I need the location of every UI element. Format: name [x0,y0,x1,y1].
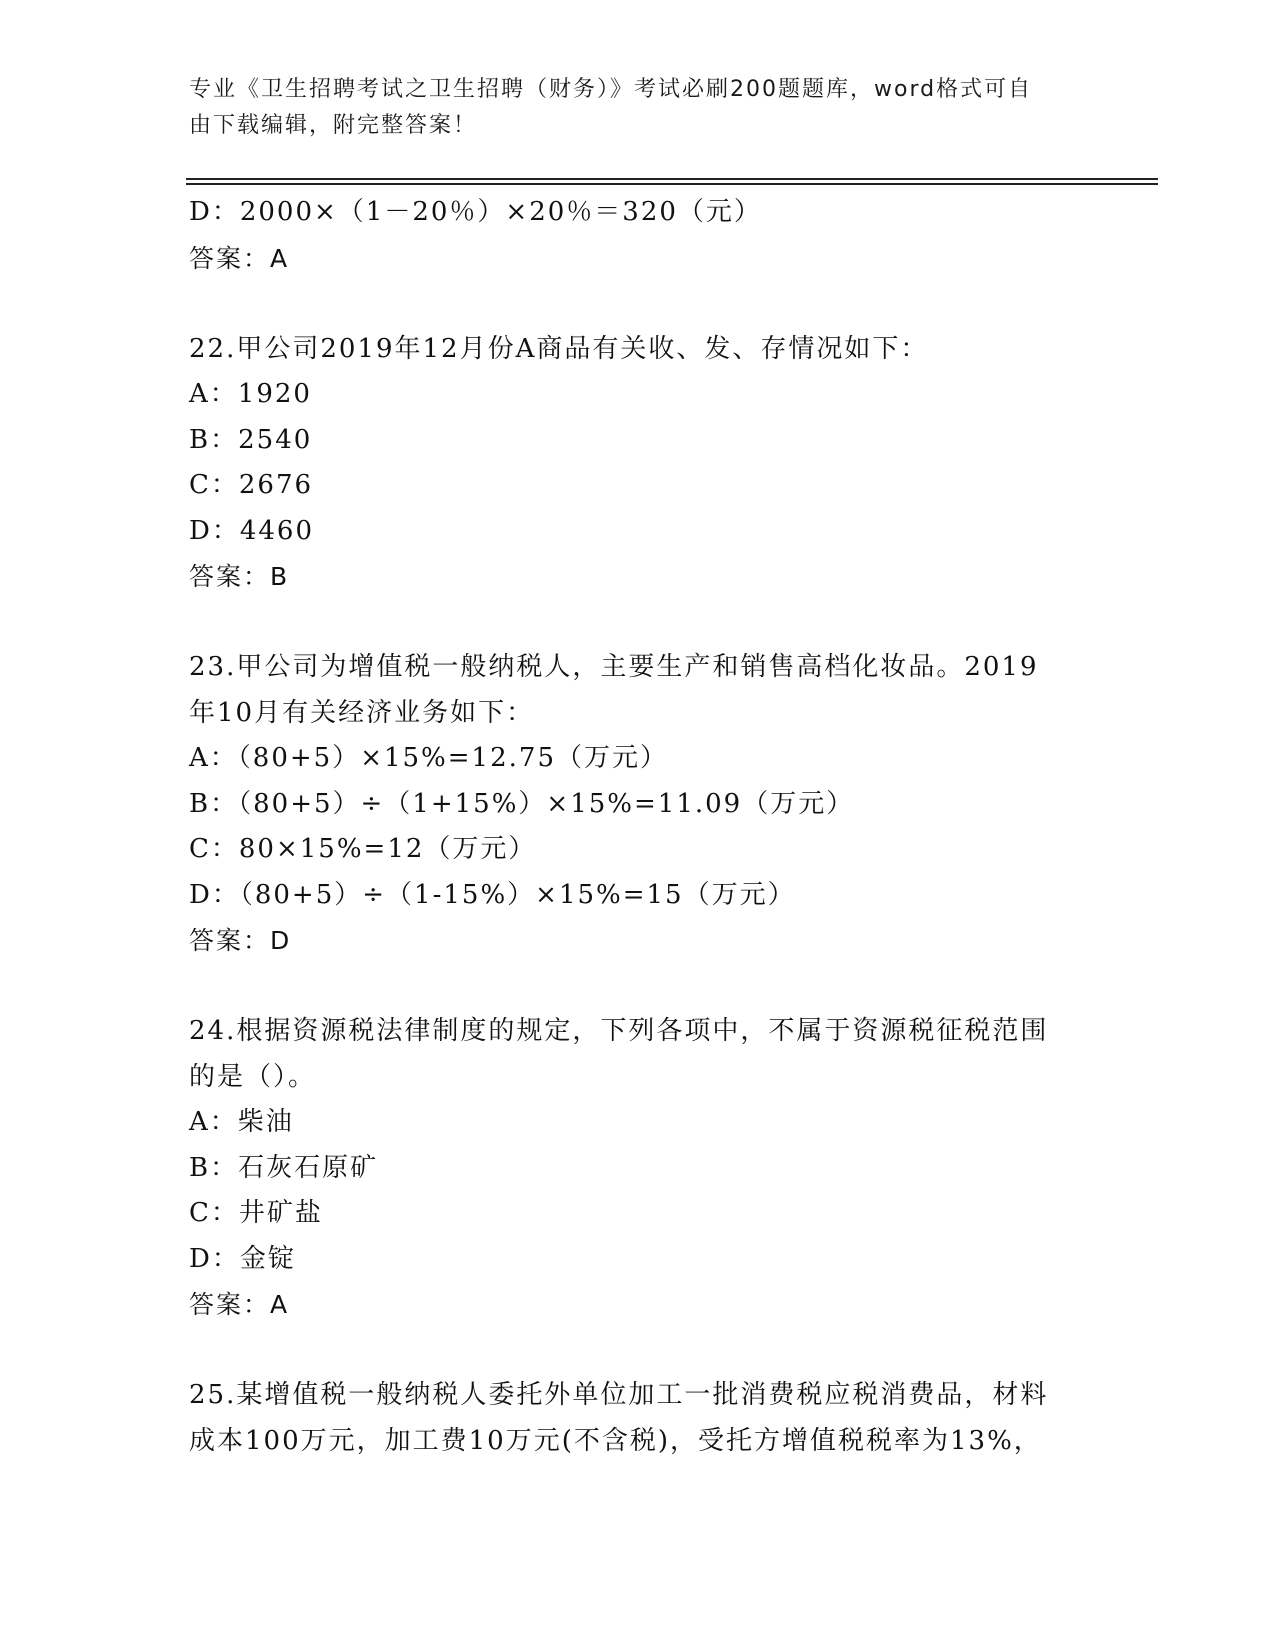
header-divider-top [186,178,1158,180]
q22-stem: 22.甲公司2019年12月份A商品有关收、发、存情况如下： [189,333,929,364]
spacer [189,600,1089,646]
spacer [189,281,1089,327]
prev-answer: 答案：A [189,243,290,273]
spacer [189,964,1089,1010]
q25-stem-line-2: 成本100万元，加工费10万元(不含税)，受托方增值税税率为13%， [189,1425,1042,1456]
q22-option-b: B：2540 [189,424,313,455]
q23-answer: 答案：D [189,926,292,955]
document-header [189,72,1069,144]
q25-stem-line-1: 25.某增值税一般纳税人委托外单位加工一批消费税应税消费品，材料 [189,1380,1049,1410]
q23-option-c: C：80×15%=12（万元） [189,834,537,864]
header-line-2: 由下载编辑，附完整答案！ [189,113,478,138]
header-line-1: 专业《卫生招聘考试之卫生招聘（财务）》考试必刷200题题库，word格式可自 [189,77,1033,102]
q24-option-c: C：井矿盐 [189,1198,323,1228]
q24-option-a: A：柴油 [189,1107,294,1137]
q24-stem-line-1: 24.根据资源税法律制度的规定，下列各项中，不属于资源税征税范围 [189,1016,1049,1046]
q23-option-d: D：（80+5）÷（1-15%）×15%=15（万元） [189,879,796,910]
q23-option-a: A：（80+5）×15%=12.75（万元） [189,743,668,773]
q24-option-b: B：石灰石原矿 [189,1152,379,1183]
header-divider-bottom [186,183,1158,185]
q24-stem-line-2: 的是（）。 [189,1061,317,1092]
q22-answer: 答案：B [189,562,290,591]
q24-option-d: D：金锭 [189,1243,296,1274]
prev-option-d: D：2000×（1－20％）×20％＝320（元） [189,197,762,227]
q22-option-a: A：1920 [189,379,312,409]
q23-option-b: B：（80+5）÷（1+15%）×15%=11.09（万元） [189,788,855,819]
q22-option-d: D：4460 [189,515,315,546]
q24-answer: 答案：A [189,1290,290,1319]
spacer [189,1328,1089,1374]
q22-option-c: C：2676 [189,470,314,500]
q23-stem-line-2: 年10月有关经济业务如下： [189,697,535,728]
q23-stem-line-1: 23.甲公司为增值税一般纳税人，主要生产和销售高档化妆品。2019 [189,652,1039,682]
document-body [189,190,1089,1464]
